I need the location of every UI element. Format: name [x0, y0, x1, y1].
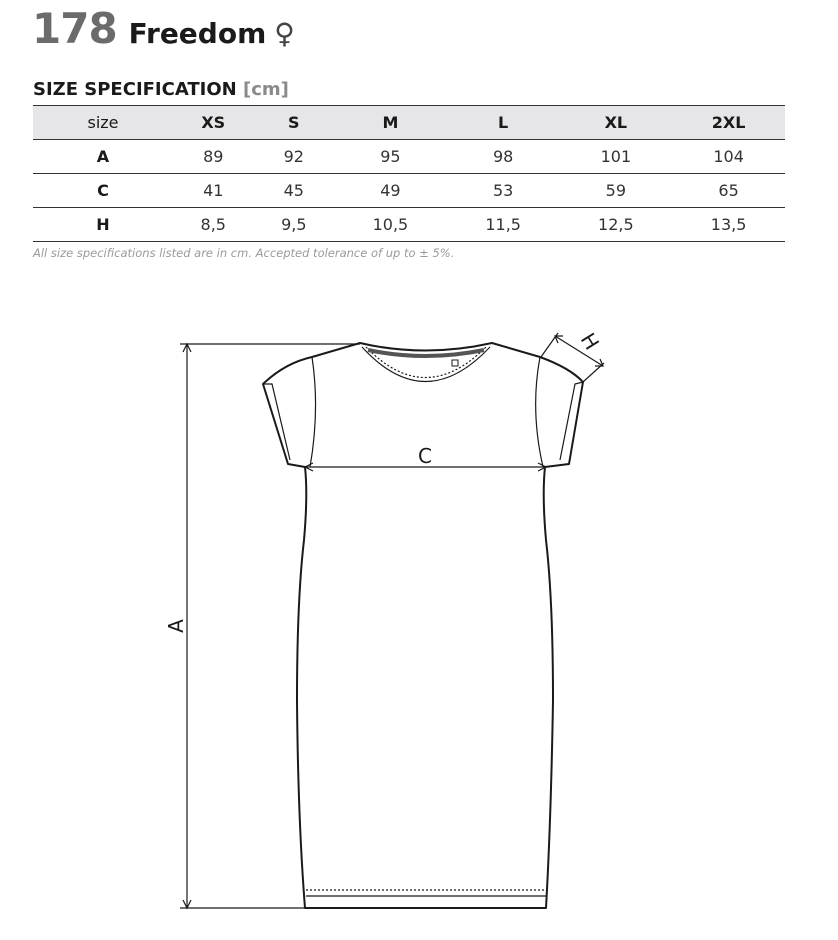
dimension-c-label: C	[418, 444, 432, 468]
column-header-xl: XL	[560, 106, 673, 140]
table-row	[33, 174, 785, 208]
table-cell: 8,5	[173, 208, 254, 242]
table-cell: 65	[672, 174, 785, 208]
table-cell: 49	[334, 174, 447, 208]
size-spec-unit: [cm]	[243, 79, 289, 100]
size-spec-heading-text: SIZE SPECIFICATION	[33, 79, 237, 100]
table-cell: 9,5	[254, 208, 335, 242]
size-tag	[452, 360, 458, 366]
column-header-2xl: 2XL	[672, 106, 785, 140]
table-cell: 53	[447, 174, 560, 208]
table-cell: 11,5	[447, 208, 560, 242]
table-row	[33, 140, 785, 174]
female-symbol-icon: ♀	[274, 17, 295, 50]
product-name: Freedom	[128, 17, 267, 50]
size-spec-heading	[33, 79, 289, 100]
table-cell: 59	[560, 174, 673, 208]
table-cell: 45	[254, 174, 335, 208]
product-title	[32, 4, 295, 53]
tolerance-note: All size specifications listed are in cm. Accepted tolerance of up to ± 5%.	[33, 246, 455, 260]
dimension-h-label: H	[575, 328, 605, 355]
table-cell: 104	[672, 140, 785, 174]
column-header-l: L	[447, 106, 560, 140]
table-cell: 10,5	[334, 208, 447, 242]
row-label: A	[33, 140, 173, 174]
size-table	[33, 105, 785, 242]
table-cell: 98	[447, 140, 560, 174]
dimension-a-label: A	[164, 619, 188, 633]
product-code: 178	[32, 4, 117, 53]
column-header-m: M	[334, 106, 447, 140]
table-cell: 13,5	[672, 208, 785, 242]
table-cell: 12,5	[560, 208, 673, 242]
column-header-xs: XS	[173, 106, 254, 140]
table-cell: 89	[173, 140, 254, 174]
dress-outline-icon	[0, 300, 838, 940]
left-sleeve-seam	[310, 357, 316, 467]
row-label: C	[33, 174, 173, 208]
size-table-header-row	[33, 106, 785, 140]
column-header-size: size	[33, 106, 173, 140]
dimension-a	[180, 344, 360, 908]
table-cell: 92	[254, 140, 335, 174]
right-sleeve-seam	[536, 357, 543, 467]
table-cell: 41	[173, 174, 254, 208]
column-header-s: S	[254, 106, 335, 140]
table-cell: 95	[334, 140, 447, 174]
table-row	[33, 208, 785, 242]
table-cell: 101	[560, 140, 673, 174]
dress-outline	[263, 343, 583, 908]
row-label: H	[33, 208, 173, 242]
